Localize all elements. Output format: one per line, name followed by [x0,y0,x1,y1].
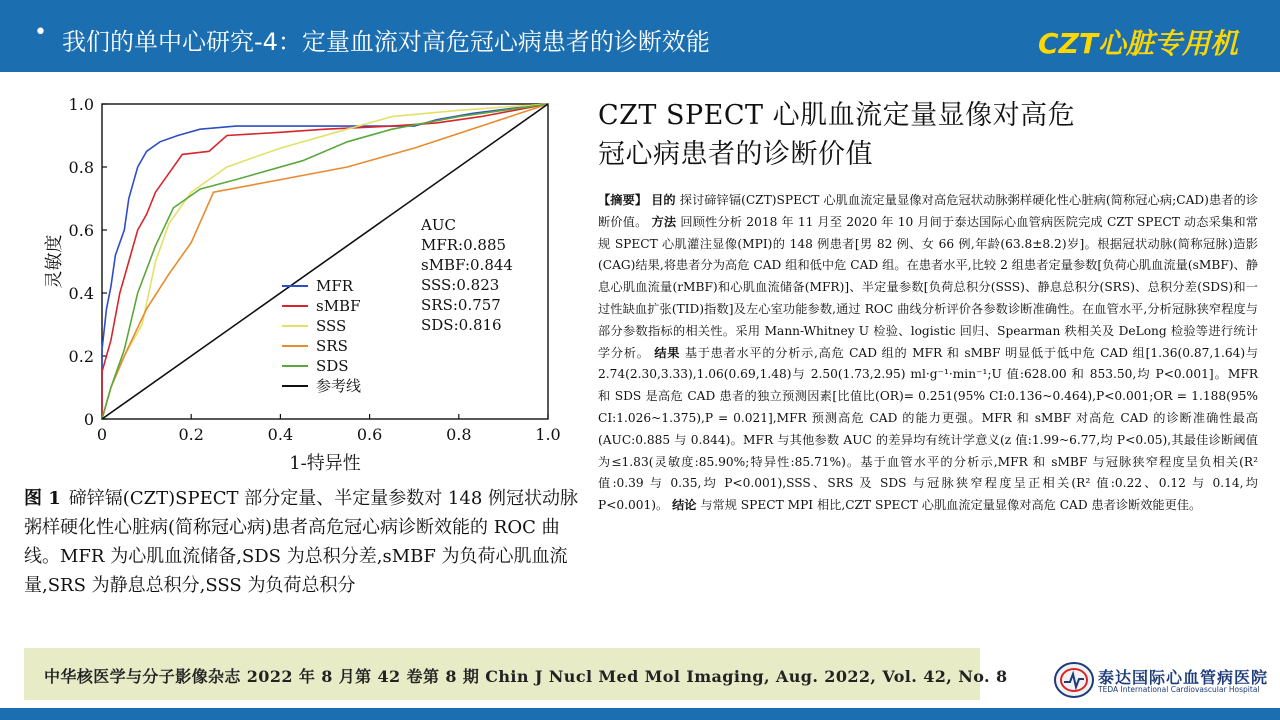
result-heading: 结果 [654,345,681,360]
abstract [598,190,1258,517]
y-tick-label: 0.8 [68,158,94,177]
hospital-brand [1052,660,1269,704]
conclusion-text: 与常规 SPECT MPI 相比,CZT SPECT 心肌血流定量显像对高危 CAD 患者诊断效能更佳。 [700,498,1202,513]
figure-caption-text: 碲锌镉(CZT)SPECT 部分定量、半定量参数对 148 例冠状动脉粥样硬化性心脏病(简称冠心病)患者高危冠心病诊断效能的 ROC 曲线。MFR 为心肌血流储备,SDS 为总积分差,sMBF 为负荷心肌血流量,SRS 为静息总积分,SSS 为负荷总积分 [24,488,579,596]
x-tick-label: 1.0 [535,425,561,444]
y-tick-label: 0.2 [68,347,94,366]
y-tick-label: 0 [83,410,94,429]
journal-citation: 中华核医学与分子影像杂志 2022 年 8 月第 42 卷第 8 期 Chin J Nucl Med Mol Imaging, Aug. 2022, Vol. 42, No. 8 [44,667,1008,686]
paper-title-line-1: CZT SPECT 心肌血流定量显像对高危 [598,100,1076,131]
slide-header [0,0,1280,72]
auc-title: AUC [421,216,456,234]
conclusion-heading: 结论 [672,498,697,513]
legend-label: SRS [316,337,348,355]
hospital-logo-icon [1052,660,1098,700]
x-tick-label: 0 [96,425,108,444]
figure-label: 图 1 [24,488,61,509]
legend-label: 参考线 [316,377,362,395]
hospital-name-cn: 泰达国际心血管病医院 [1098,668,1269,687]
result-text: 基于患者水平的分析示,高危 CAD 组的 MFR 和 sMBF 明显低于低中危 CAD 组[1.36(0.87,1.64)与 2.74(2.30,3.33),1.06(0.69,1.48)与 2.50(1.73,2.95) ml·g⁻¹·min⁻¹;U 值:628.00 和 853.50,均 P<0.001]。MFR 和 SDS 是高危 CAD 患者的独立预测因素[比值比(OR)= 0.251(95% CI:0.136~0.464),P<0.001;OR = 1.188(95% CI:1.026~1.375),P = 0.021],MFR 预测高危 CAD 的能力更强。MFR 和 sMBF 对高危 CAD 的诊断准确性最高(AUC:0.885 与 0.844)。MFR 与其他参数 AUC 的差异均有统计学意义(z 值:1.99~6.77,均 P<0.05),其最佳诊断阈值为≤1.83(灵敏度:85.90%;特异性:85.71%)。基于血管水平的分析示,MFR 和 sMBF 与冠脉狭窄程度呈负相关(R² 值:0.39 与 0.35,均 P<0.001),SSS、SRS 及 SDS 与冠脉狭窄程度呈正相关(R² 值:0.22、0.12 与 0.14,均 P<0.001)。 [598,345,1259,513]
x-axis-label: 1-特异性 [289,453,361,473]
bullet-point: • [34,20,47,45]
x-tick-label: 0.2 [178,425,204,444]
hospital-name-en: TEDA International Cardiovascular Hospital [1098,685,1260,694]
legend-label: SSS [316,317,347,335]
roc-chart-svg [40,88,580,473]
x-tick-label: 0.8 [446,425,472,444]
auc-value-label: SDS:0.816 [421,316,502,334]
purpose-text: 探讨碲锌镉(CZT)SPECT 心肌血流定量显像对高危冠状动脉粥样硬化性心脏病(简称冠心病;CAD)患者的诊断价值。 [598,193,1259,229]
figure-caption [24,484,588,600]
y-tick-label: 0.4 [68,284,94,303]
y-tick-label: 1.0 [68,95,94,114]
method-heading: 方法 [651,214,677,229]
method-text: 回顾性分析 2018 年 11 月至 2020 年 10 月间于泰达国际心血管病医院完成 CZT SPECT 动态采集和常规 SPECT 心肌灌注显像(MPI)的 148 例患者[男 82 例、女 66 例,年龄(63.8±8.2)岁]。根据冠状动脉(简称冠脉)造影(CAG)结果,将患者分为高危 CAD 组和低中危 CAD 组。在患者水平,比较 2 组患者定量参数[负荷心肌血流量(sMBF)、静息心肌血流量(rMBF)和心肌血流储备(MFR)]、半定量参数[负荷总积分(SSS)、静息总积分(SRS)、总积分差(SDS)和一过性缺血扩张(TID)指数]及左心室功能参数,通过 ROC 曲线分析评价各参数诊断准确性。在血管水平,分析冠脉狭窄程度与部分参数指标的相关性。采用 Mann-Whitney U 检验、logistic 回归、Spearman 秩相关及 DeLong 检验等进行统计学分析。 [598,214,1258,360]
paper-title [598,96,1258,174]
legend-label: MFR [316,277,354,295]
purpose-heading: 目的 [651,193,676,207]
slide-title: 我们的单中心研究-4：定量血流对高危冠心病患者的诊断效能 [62,28,710,56]
auc-value-label: SSS:0.823 [421,276,500,294]
y-tick-label: 0.6 [68,221,94,240]
bottom-band [0,708,1280,720]
paper-title-line-2: 冠心病患者的诊断价值 [598,139,873,170]
journal-citation-bar [24,648,1008,700]
auc-value-label: sMBF:0.844 [421,256,513,274]
legend-label: sMBF [316,297,361,315]
y-axis-label: 灵敏度 [44,234,65,289]
x-tick-label: 0.6 [356,425,383,444]
auc-value-label: SRS:0.757 [421,296,501,314]
legend-label: SDS [316,357,349,375]
abstract-heading: 【摘要】 [598,193,648,207]
x-tick-label: 0.4 [267,425,294,444]
roc-chart [40,88,580,473]
brand-label: CZT心脏专用机 [1038,27,1238,60]
auc-value-label: MFR:0.885 [421,236,507,254]
